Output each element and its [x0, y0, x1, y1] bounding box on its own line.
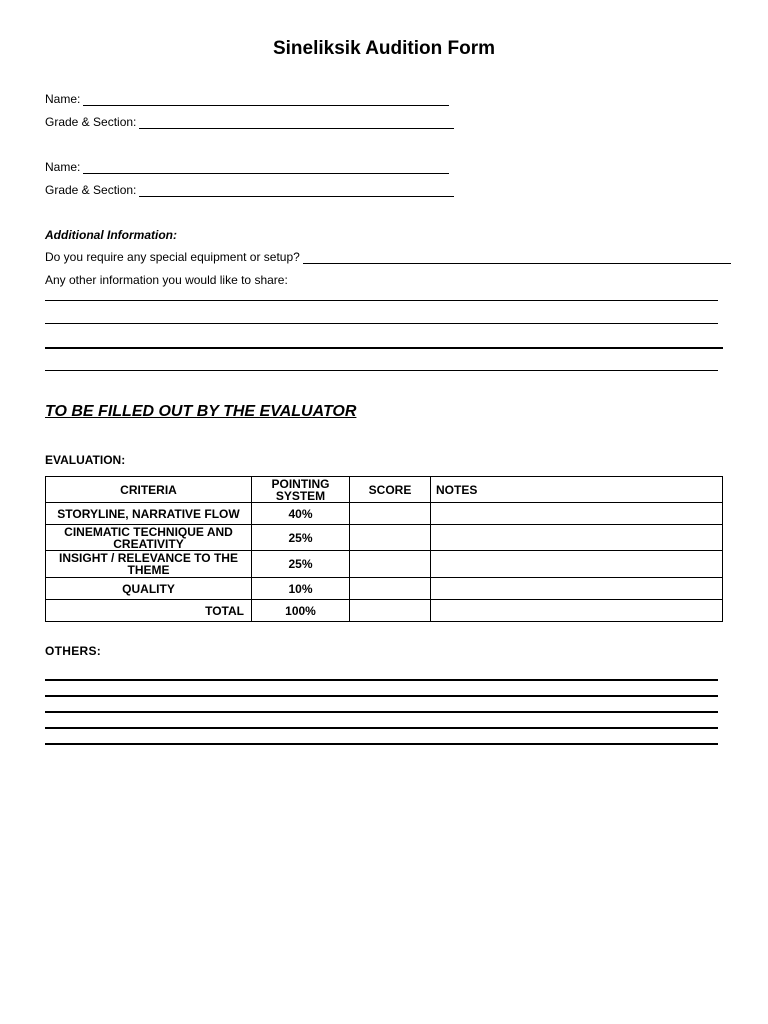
criteria-cell: CINEMATIC TECHNIQUE AND CREATIVITY — [46, 525, 252, 551]
other-info-line-3[interactable] — [45, 347, 723, 349]
total-notes-cell[interactable] — [431, 600, 723, 622]
evaluation-table — [45, 476, 723, 622]
points-cell: 10% — [252, 578, 350, 600]
table-row — [46, 578, 723, 600]
equipment-blank-line[interactable] — [303, 251, 731, 264]
evaluator-section-heading: TO BE FILLED OUT BY THE EVALUATOR — [45, 403, 357, 420]
criteria-cell: STORYLINE, NARRATIVE FLOW — [46, 503, 252, 525]
participant-1-name-field[interactable] — [45, 92, 449, 106]
table-row — [46, 525, 723, 551]
table-row — [46, 551, 723, 578]
others-label: OTHERS: — [45, 644, 102, 658]
name-blank-line[interactable] — [83, 161, 449, 174]
notes-header: NOTES — [431, 477, 723, 503]
name-label: Name: — [45, 92, 81, 106]
equipment-question-label: Do you require any special equipment or setup? — [45, 250, 300, 264]
grade-section-blank-line[interactable] — [139, 116, 454, 129]
grade-section-blank-line[interactable] — [139, 184, 454, 197]
total-row — [46, 600, 723, 622]
participant-2-name-field[interactable] — [45, 160, 449, 174]
points-cell: 40% — [252, 503, 350, 525]
participant-2-grade-field[interactable] — [45, 183, 454, 197]
criteria-cell: QUALITY — [46, 578, 252, 600]
other-info-line-1[interactable] — [45, 300, 718, 301]
others-line-2[interactable] — [45, 695, 718, 697]
notes-cell[interactable] — [431, 578, 723, 600]
name-blank-line[interactable] — [83, 93, 449, 106]
equipment-question-field[interactable] — [45, 250, 731, 264]
others-line-3[interactable] — [45, 711, 718, 713]
table-header-row — [46, 477, 723, 503]
points-cell: 25% — [252, 551, 350, 578]
score-cell[interactable] — [350, 578, 431, 600]
criteria-header: CRITERIA — [46, 477, 252, 503]
other-info-line-4[interactable] — [45, 370, 718, 371]
name-label: Name: — [45, 160, 81, 174]
notes-cell[interactable] — [431, 503, 723, 525]
points-cell: 25% — [252, 525, 350, 551]
score-cell[interactable] — [350, 551, 431, 578]
participant-1-grade-field[interactable] — [45, 115, 454, 129]
evaluation-label: EVALUATION: — [45, 453, 126, 467]
others-line-1[interactable] — [45, 679, 718, 681]
total-points-cell: 100% — [252, 600, 350, 622]
other-info-line-2[interactable] — [45, 323, 718, 324]
criteria-cell: INSIGHT / RELEVANCE TO THE THEME — [46, 551, 252, 578]
notes-cell[interactable] — [431, 551, 723, 578]
grade-section-label: Grade & Section: — [45, 183, 137, 197]
others-line-5[interactable] — [45, 743, 718, 745]
total-label: TOTAL — [46, 600, 252, 622]
score-cell[interactable] — [350, 503, 431, 525]
additional-info-heading: Additional Information: — [45, 228, 177, 242]
notes-cell[interactable] — [431, 525, 723, 551]
form-title: Sineliksik Audition Form — [272, 38, 496, 59]
total-score-cell[interactable] — [350, 600, 431, 622]
score-cell[interactable] — [350, 525, 431, 551]
score-header: SCORE — [350, 477, 431, 503]
others-line-4[interactable] — [45, 727, 718, 729]
pointing-system-header: POINTING SYSTEM — [252, 477, 350, 503]
table-row — [46, 503, 723, 525]
grade-section-label: Grade & Section: — [45, 115, 137, 129]
other-info-prompt: Any other information you would like to share: — [45, 273, 288, 287]
